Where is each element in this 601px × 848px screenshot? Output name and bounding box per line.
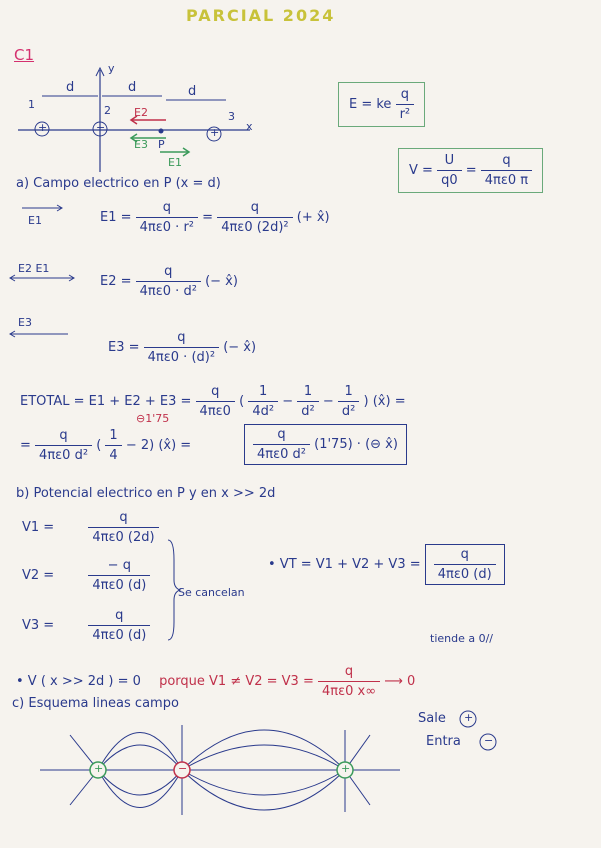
e-formula-lhs: E = ke [349, 97, 392, 112]
charge-number-1: 1 [28, 98, 35, 111]
etotal-simplified: = $\frac{q}{\text{4πε0 d²}}$ ( $\frac{1}{4}$ − 2) (x̂) = [20, 428, 192, 463]
e3-vector-label: E3 [18, 316, 32, 329]
charge-number-2: 2 [104, 104, 111, 117]
distance-label-2: d [128, 80, 137, 95]
part-c-heading: c) Esquema lineas campo [12, 696, 179, 711]
part-b-heading: b) Potencial electrico en P y en x >> 2d [16, 486, 276, 501]
entra-symbol: − [484, 734, 494, 747]
potential-formula: V = $\frac{U}{q0}$ = $\frac{q}{4\pi\varepsilon 0 \pi}$ [398, 148, 543, 193]
page-title: PARCIAL 2024 [186, 6, 336, 25]
v-formula-frac-1: $\frac{U}{q0}$ [437, 153, 462, 188]
sale-symbol: + [464, 711, 474, 724]
e2-e1-vector-label: E2 E1 [18, 262, 50, 275]
charge-sign-3: + [210, 126, 220, 139]
e1-equation: E1 = $\frac{q}{\text{4πε0 · r²}}$ = $\frac{q}{\text{4πε0 (2d)²}}$ (+ x̂) [100, 200, 330, 235]
e3-equation: E3 = $\frac{q}{\text{4πε0 · (d)²}}$ (− x̂) [108, 330, 257, 365]
v1-equation: V1 = $\frac{q}{4\pi\varepsilon 0 (2d)}$ [22, 510, 159, 545]
v-formula-lhs: V = [409, 163, 433, 178]
part-a-heading: a) Campo electrico en P (x = d) [16, 176, 221, 191]
result-note: ⊖1'75 [136, 412, 170, 425]
coulomb-field-formula [338, 82, 425, 127]
e1-label: E1 [168, 156, 182, 169]
tiende-note: tiende a 0// [430, 632, 494, 645]
axis-x-label: x [246, 120, 253, 133]
point-p-label: P [158, 138, 165, 151]
sketch-charge-2-sign: − [178, 762, 188, 775]
charge-sign-1: + [38, 121, 48, 134]
axis-y-label: y [108, 62, 115, 75]
sketch-charge-3-sign: + [341, 762, 351, 775]
cancel-note: Se cancelan [178, 586, 245, 599]
point-p-icon [159, 129, 164, 134]
charge-number-3: 3 [228, 110, 235, 123]
sale-label: Sale [418, 711, 446, 726]
vt-equation: • VT = V1 + V2 + V3 = $\frac{q}{4\pi\varepsilon 0 (d)}$ [268, 544, 505, 585]
v3-equation: V3 = $\frac{q}{4\pi\varepsilon 0 (d)}$ [22, 608, 150, 643]
sketch-charge-1-sign: + [94, 762, 104, 775]
e2-equation: E2 = $\frac{q}{\text{4πε0 · d²}}$ (− x̂) [100, 264, 238, 299]
v-formula-frac-2: $\frac{q}{4\pi\varepsilon 0 \pi}$ [481, 153, 532, 188]
etotal-final-box: $\frac{q}{\text{4πε0 d²}}$ (1'75) · (⊖ x̂) [244, 424, 407, 465]
charge-sign-2: − [96, 121, 106, 134]
v-infinity-equation: • V ( x >> 2d ) = 0 porque V1 ≠ V2 = V3 = $\frac{q}{4\pi\varepsilon 0 x\infty}$ ⟶ 0 [16, 664, 416, 699]
e1-vector-label: E1 [28, 214, 42, 227]
distance-label-3: d [188, 84, 197, 99]
distance-label-1: d [66, 80, 75, 95]
section-label: C1 [14, 46, 35, 64]
e-formula-fraction: $\frac{q}{\text{r²}}$ [396, 87, 415, 122]
e2-label: E2 [134, 106, 148, 119]
e3-label: E3 [134, 138, 148, 151]
entra-label: Entra [426, 734, 461, 749]
etotal-equation: ETOTAL = E1 + E2 + E3 = $\frac{q}{4\pi\varepsilon 0}$ ( $\frac{1}{\text{4d²}}$ − $\frac{1}{\text{d²}}$ − $\frac{1}{\text{d²}}$ ) (x̂) = [20, 384, 406, 419]
v2-equation: V2 = $\frac{- q}{4\pi\varepsilon 0 (d)}$ [22, 558, 150, 593]
